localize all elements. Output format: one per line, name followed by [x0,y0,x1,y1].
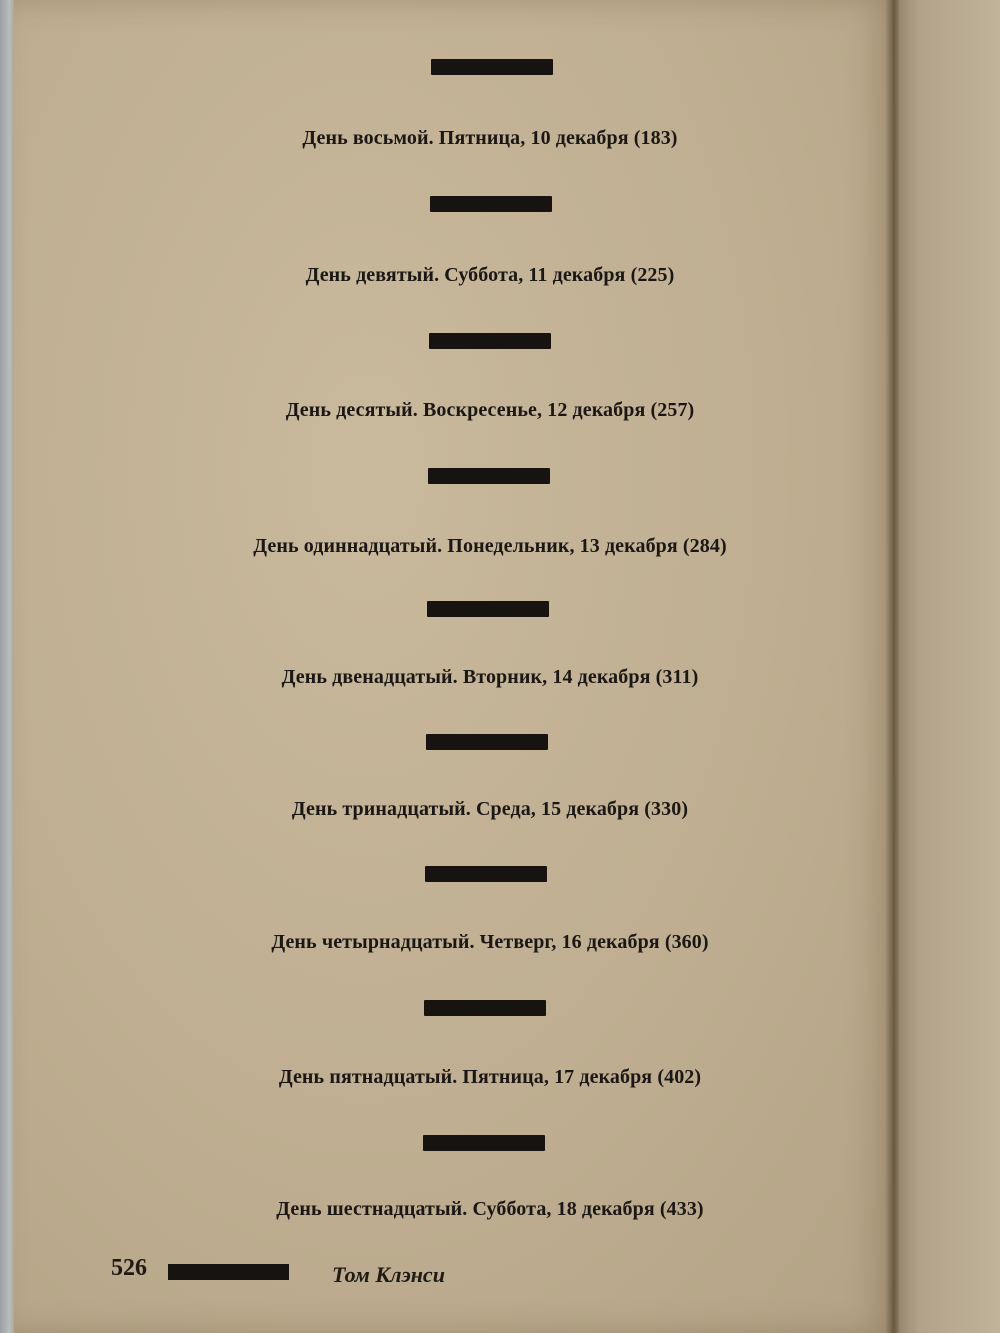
contents-entry: День одиннадцатый. Понедельник, 13 декабря (284) [253,535,727,557]
separator-bar [426,734,548,750]
contents-entry: День восьмой. Пятница, 10 декабря (183) [302,127,678,149]
page-number: 526 [111,1255,147,1281]
separator-bar [423,1135,545,1151]
contents-entry: День двенадцатый. Вторник, 14 декабря (311) [281,666,699,688]
separator-bar [429,333,551,349]
separator-bar [428,468,550,484]
running-footer-author: Том Клэнси [332,1262,445,1287]
separator-bar [430,196,552,212]
separator-bar [431,59,553,75]
separator-bar [425,866,547,882]
contents-entry: День пятнадцатый. Пятница, 17 декабря (402) [278,1066,702,1088]
contents-entry: День шестнадцатый. Суббота, 18 декабря (433) [276,1198,704,1220]
contents-entry: День четырнадцатый. Четверг, 16 декабря (360) [271,931,709,953]
contents-entry: День тринадцатый. Среда, 15 декабря (330) [291,798,689,820]
footer-separator-bar [168,1264,289,1280]
contents-entry: День десятый. Воскресенье, 12 декабря (257) [285,399,695,421]
separator-bar [427,601,549,617]
separator-bar [424,1000,546,1016]
contents-entry: День девятый. Суббота, 11 декабря (225) [305,264,675,286]
